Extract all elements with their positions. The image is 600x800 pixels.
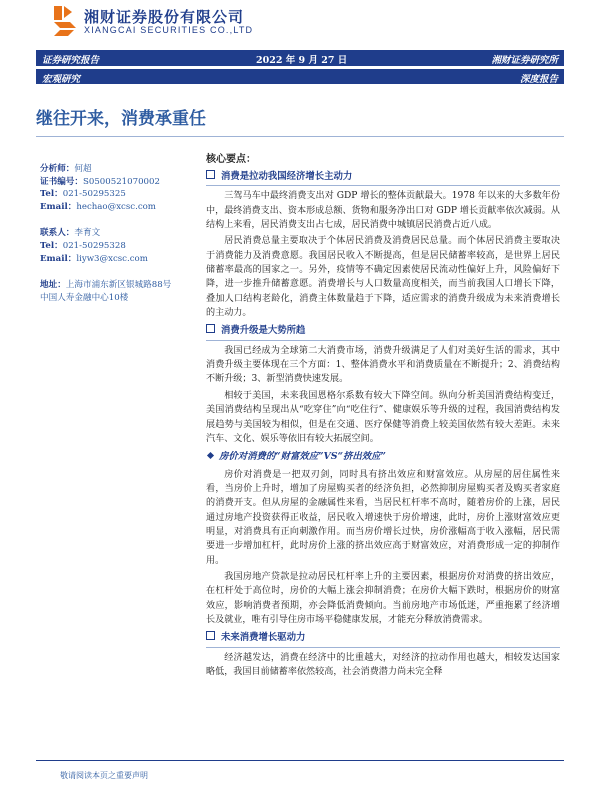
logo-mark-icon xyxy=(50,4,80,38)
contact-tel: 021-50295328 xyxy=(62,240,126,251)
contact-tel-row xyxy=(40,240,200,253)
contact-email[interactable]: liyw3@xcsc.com xyxy=(76,253,148,264)
paragraph: 居民消费总量主要取决于个体居民消费及消费居民总量。而个体居民消费主要取决于消费能力及消费意愿。我国居民收入不断提高，但是居民储蓄率较高，是世界上居民储蓄率最高的国家之一。另外，疫情等不确定因素使居民流动性偏好上升，风险偏好下降，进一步推升储蓄意愿。消费增长与人口数量高度相关，而当前我国人口增长下降，叠加人口结构老龄化，消费主体数量趋于下降，适应需求的消费升级成为未来消费增长的主动力。 xyxy=(206,236,560,319)
paragraph: 我国房地产贷款是拉动居民杠杆率上升的主要因素，根据房价对消费的挤出效应，在杠杆处于高位时，房价的大幅上涨会抑制消费；在房价大幅下跌时，根据房价的财富效应，影响消费者预期，亦会降低消费倾向。当前房地产市场低迷，严重拖累了经济增长及就业，唯有引导住房市场平稳健康发展，才能充分释放消费需求。 xyxy=(206,571,560,625)
paragraph: 房价对消费是一把双刃剑，同时具有挤出效应和财富效应。从房屋的居住属性来看，当房价上升时，增加了房屋购买者的经济负担，必然抑制房屋购买者及购买者家庭的消费开支。但从房屋的金融属性来看，当居民杠杆率不高时，随着房价的上涨，居民通过房地产投资获得正收益，居民收入增速快于房价增速，此时，房价上涨财富效应更明显，对消费具有正向刺激作用。而当房价增长过快，房价涨幅高于收入涨幅，居民需要进一步增加杠杆，此时房价上涨的挤出效应高于财富效应，对消费形成一定的抑制作用。 xyxy=(206,469,560,566)
checkbox-icon xyxy=(206,631,215,640)
title-divider xyxy=(36,136,564,137)
contact-label: 联系人： xyxy=(40,228,75,239)
contact-email-row xyxy=(40,253,200,266)
header-bar-top xyxy=(36,50,564,66)
company-name-cn: 湘财证券股份有限公司 xyxy=(84,8,245,26)
tel-label: Tel： xyxy=(40,189,63,200)
email-label: Email： xyxy=(40,253,77,264)
analyst-email[interactable]: hechao@xcsc.com xyxy=(76,201,156,212)
address-row-2 xyxy=(40,292,200,305)
analyst-name: 何超 xyxy=(74,164,92,174)
cert-label: 证书编号： xyxy=(40,176,83,187)
report-type: 证券研究报告 xyxy=(42,55,100,66)
diamond-bullet-icon xyxy=(207,452,214,459)
analyst-tel-row xyxy=(40,188,200,201)
analyst-row xyxy=(40,163,200,176)
core-points-heading: 核心要点： xyxy=(206,154,256,165)
checkbox-icon xyxy=(206,170,215,179)
paragraph: 我国已经成为全球第二大消费市场，消费升级满足了人们对美好生活的需求，其中消费升级主要体现在三个方面：1、整体消费水平和消费质量在不断提升；2、消费结构不断升级；3、新型消费快速发展。 xyxy=(206,345,560,385)
paragraph: 三驾马车中最终消费支出对 GDP 增长的整体贡献最大。1978 年以来的大多数年份中，最终消费支出、资本形成总额、货物和服务净出口对 GDP 增长贡献率依次减弱。从结构上来看，居民消费支出占七成，居民消费中城镇居民消费占近八成。 xyxy=(206,191,560,231)
contact-name: 李育文 xyxy=(74,228,101,239)
company-logo xyxy=(50,4,350,38)
section-heading: 未来消费增长驱动力 xyxy=(206,631,560,647)
section-heading: 消费升级是大势所趋 xyxy=(206,324,560,340)
email-label: Email： xyxy=(40,201,77,212)
footer-disclaimer: 敬请阅读本页之重要声明 xyxy=(60,771,148,780)
address-row xyxy=(40,279,200,292)
address-label: 地址： xyxy=(40,280,66,291)
main-content xyxy=(206,166,560,681)
page-title: 继往开来，消费承重任 xyxy=(36,109,206,129)
analyst-sidebar xyxy=(40,163,200,304)
checkbox-icon xyxy=(206,324,215,333)
company-name-en: XIANGCAI SECURITIES CO.,LTD xyxy=(84,25,254,35)
address-line1: 上海市浦东新区银城路88号 xyxy=(65,280,172,291)
analyst-label: 分析师： xyxy=(40,164,75,174)
research-institute: 湘财证券研究所 xyxy=(491,55,558,66)
cert-number: S0500521070002 xyxy=(82,176,160,187)
analyst-tel: 021-50295325 xyxy=(62,189,126,200)
subsection-heading: 房价对消费的“财富效应”VS“挤出效应” xyxy=(206,450,560,464)
header-bar-bottom xyxy=(36,69,564,84)
contact-row xyxy=(40,227,200,240)
report-depth: 深度报告 xyxy=(519,74,558,85)
footer-divider xyxy=(36,760,564,761)
cert-row xyxy=(40,176,200,189)
tel-label: Tel： xyxy=(40,240,63,251)
analyst-email-row xyxy=(40,201,200,214)
section-heading: 消费是拉动我国经济增长主动力 xyxy=(206,170,560,186)
report-date: 2022 年 9 月 27 日 xyxy=(256,55,348,66)
address-line2: 中国人寿金融中心10楼 xyxy=(40,292,129,303)
paragraph: 相较于美国，未来我国恩格尔系数有较大下降空间。纵向分析美国消费结构变迁，美国消费结构呈现出从“吃穿住”向“吃住行”、健康娱乐等升级的过程，我国消费结构发展趋势与美国较为相似，但是在交通、医疗保健等消费上较美国依然有较大差距。未来汽车、文化、娱乐等依旧有较大拓展空间。 xyxy=(206,390,560,444)
paragraph: 经济越发达，消费在经济中的比重越大，对经济的拉动作用也越大，相较发达国家略低，我国目前储蓄率依然较高，社会消费潜力尚未完全释 xyxy=(206,652,560,677)
report-category: 宏观研究 xyxy=(42,74,81,85)
